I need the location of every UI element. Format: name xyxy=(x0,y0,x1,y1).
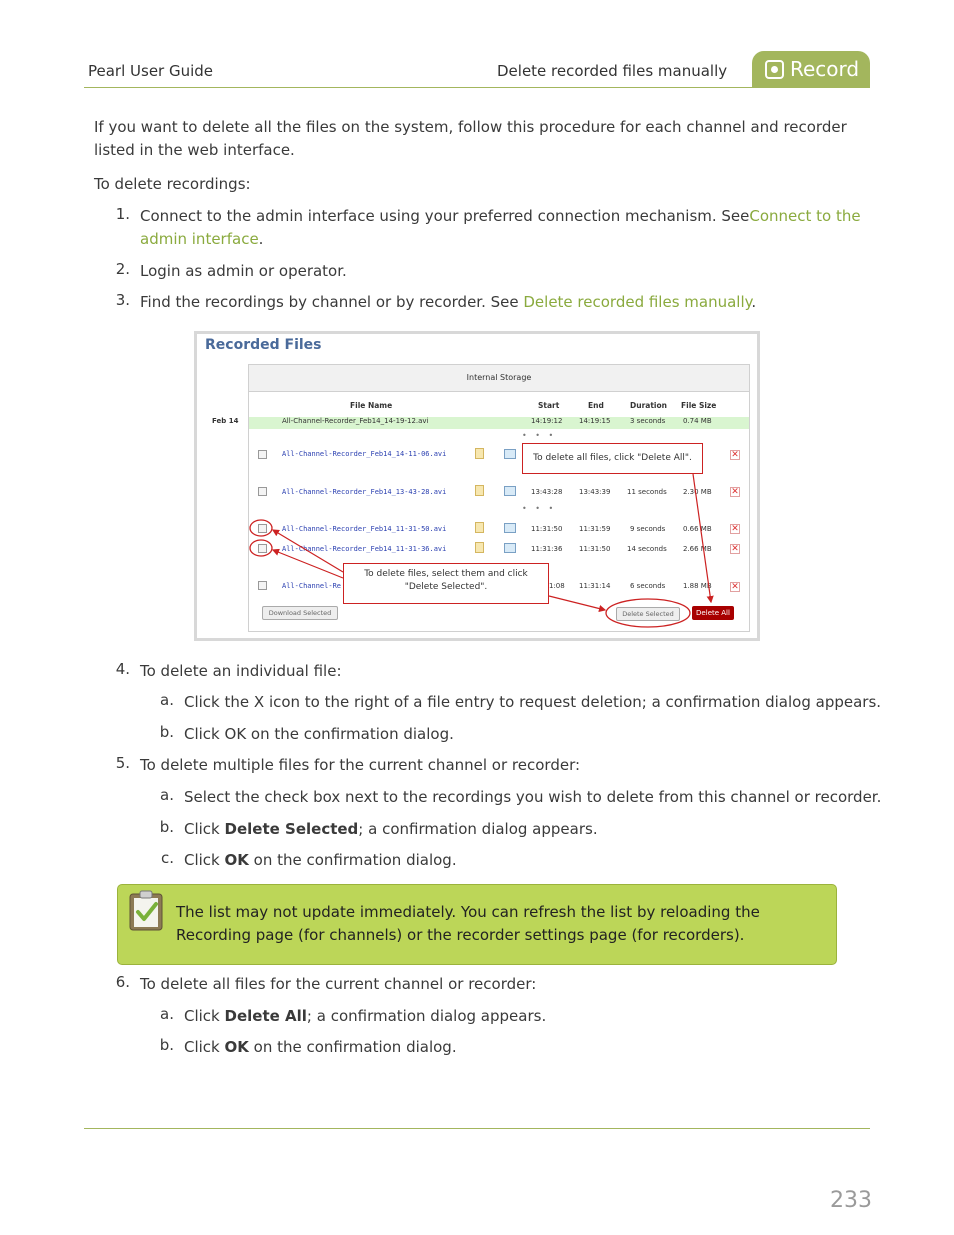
step-text: To delete all files for the current channel or recorder: xyxy=(140,975,537,993)
duration: 6 seconds xyxy=(630,582,666,590)
guide-title: Pearl User Guide xyxy=(88,62,214,80)
delete-all-button[interactable]: Delete All xyxy=(692,606,734,620)
delete-x-icon[interactable]: ✕ xyxy=(731,524,739,534)
step-5a xyxy=(154,786,881,809)
substep-letter: a. xyxy=(160,786,174,804)
step-6 xyxy=(108,973,536,996)
step-text: To delete an individual file: xyxy=(140,662,342,680)
delete-files-link[interactable]: Delete recorded files manually xyxy=(523,293,752,311)
substep-text: Click OK on the confirmation dialog. xyxy=(184,725,454,743)
step-6b xyxy=(154,1036,457,1059)
intro-paragraph: If you want to delete all the files on the system, follow this procedure for each channel and recorder listed in the web interface. xyxy=(94,118,847,159)
file-link[interactable]: All-Channel-Recorder_Feb14_11-31-36.avi xyxy=(282,545,447,553)
step-number: 6. xyxy=(115,973,130,991)
col-file-size: File Size xyxy=(681,401,717,410)
end-time: 13:43:39 xyxy=(579,488,611,496)
substep-letter: b. xyxy=(159,723,174,741)
delete-x-icon[interactable]: ✕ xyxy=(731,487,739,497)
substep-letter: a. xyxy=(160,1005,174,1023)
step-text: Connect to the admin interface using your preferred connection mechanism. See xyxy=(140,207,750,225)
step-4b xyxy=(154,723,454,746)
substep-text: Click xyxy=(184,851,225,869)
record-icon xyxy=(765,60,784,79)
delete-x-icon[interactable]: ✕ xyxy=(731,544,739,554)
connect-admin-link[interactable]: Connect to the admin interface xyxy=(140,207,861,248)
step-5c xyxy=(154,849,457,872)
file-size: 2.66 MB xyxy=(683,545,712,553)
substep-letter: c. xyxy=(160,849,174,867)
col-duration: Duration xyxy=(630,401,667,410)
file-size: 2.30 MB xyxy=(683,488,712,496)
header-rule xyxy=(84,87,870,88)
file-link[interactable]: All-Channel-Recorder_Feb14_14-11-06.avi xyxy=(282,450,447,458)
date-label: Feb 14 xyxy=(212,417,239,425)
page-number: 233 xyxy=(830,1188,872,1213)
duration: 3 seconds xyxy=(630,417,666,425)
substep-text: Select the check box next to the recordings you wish to delete from this channel or recorder. xyxy=(184,788,882,806)
delete-x-icon[interactable]: ✕ xyxy=(731,582,739,592)
delete-x-icon[interactable]: ✕ xyxy=(731,450,739,460)
step-5 xyxy=(108,754,580,777)
note-box xyxy=(117,884,837,965)
step-text: Find the recordings by channel or by recorder. See xyxy=(140,293,524,311)
footer-rule xyxy=(84,1128,870,1129)
record-tab-label: Record xyxy=(790,57,860,81)
end-time: 11:31:14 xyxy=(579,582,611,590)
step-4 xyxy=(108,660,342,683)
step-tail: . xyxy=(258,230,264,248)
ui-term: OK xyxy=(224,851,249,869)
storage-label: Internal Storage xyxy=(249,365,749,392)
file-name: All-Channel-Recorder_Feb14_14-19-12.avi xyxy=(282,417,429,425)
step-4a xyxy=(154,691,881,714)
step-number: 2. xyxy=(115,260,130,278)
substep-text: Click the X icon to the right of a file entry to request deletion; a confirmation dialog appears. xyxy=(184,693,882,711)
start-time: 11:31:36 xyxy=(531,545,563,553)
step-number: 5. xyxy=(115,754,130,772)
substep-text: Click xyxy=(184,820,225,838)
substep-text: on the confirmation dialog. xyxy=(248,1038,457,1056)
file-size: 0.74 MB xyxy=(683,417,712,425)
annotation-arrows xyxy=(197,334,757,638)
col-file-name: File Name xyxy=(350,401,393,410)
end-time: 14:19:15 xyxy=(579,417,611,425)
ui-term: OK xyxy=(224,1038,249,1056)
ui-term: Delete All xyxy=(224,1007,307,1025)
delete-selected-button[interactable]: Delete Selected xyxy=(616,607,680,621)
substep-text: ; a confirmation dialog appears. xyxy=(358,820,598,838)
start-time: 14:19:12 xyxy=(531,417,563,425)
substep-letter: b. xyxy=(159,1036,174,1054)
step-5b xyxy=(154,818,598,841)
note-text: The list may not update immediately. You can refresh the list by reloading the Recording page (for channels) or the recorder settings page (for recorders). xyxy=(176,903,760,944)
step-tail: . xyxy=(751,293,757,311)
callout-delete-all: To delete all files, click "Delete All". xyxy=(522,443,703,474)
section-title: Delete recorded files manually xyxy=(497,62,728,80)
substep-letter: b. xyxy=(159,818,174,836)
step-number: 4. xyxy=(115,660,130,678)
step-1 xyxy=(108,205,868,251)
download-selected-button[interactable]: Download Selected xyxy=(262,606,338,620)
substep-text: Click xyxy=(184,1007,225,1025)
ui-term: Delete Selected xyxy=(224,820,359,838)
step-3 xyxy=(108,291,756,314)
substep-text: on the confirmation dialog. xyxy=(248,851,457,869)
file-link[interactable]: All-Channel-Recorder_Feb14_11-31-50.avi xyxy=(282,525,447,533)
recorded-files-screenshot xyxy=(194,331,760,641)
duration: 11 seconds xyxy=(627,488,667,496)
step-text: Login as admin or operator. xyxy=(140,262,347,280)
end-time: 11:31:50 xyxy=(579,545,611,553)
substep-text: Click xyxy=(184,1038,225,1056)
recorded-files-title: Recorded Files xyxy=(205,337,322,353)
step-number: 3. xyxy=(115,291,130,309)
col-end: End xyxy=(588,401,604,410)
end-time: 11:31:59 xyxy=(579,525,611,533)
record-tab xyxy=(752,51,870,87)
file-link[interactable]: All-Channel-Recorder_Feb14_13-43-28.avi xyxy=(282,488,447,496)
file-size: 1.88 MB xyxy=(683,582,712,590)
callout-delete-selected: To delete files, select them and click "Delete Selected". xyxy=(343,563,549,604)
duration: 14 seconds xyxy=(627,545,667,553)
ellipsis: • • • xyxy=(522,431,557,440)
col-start: Start xyxy=(538,401,560,410)
substep-text: ; a confirmation dialog appears. xyxy=(306,1007,547,1025)
step-2 xyxy=(108,260,347,283)
step-number: 1. xyxy=(115,205,130,223)
duration: 9 seconds xyxy=(630,525,666,533)
start-time: 13:43:28 xyxy=(531,488,563,496)
file-link[interactable]: All-Channel-Re xyxy=(282,582,342,590)
step-6a xyxy=(154,1005,546,1028)
intro-lead: To delete recordings: xyxy=(94,175,251,193)
start-time: 1:08 xyxy=(549,582,565,590)
clipboard-check-icon xyxy=(129,890,163,931)
ellipsis: • • • xyxy=(522,504,557,513)
step-text: To delete multiple files for the current channel or recorder: xyxy=(140,756,581,774)
substep-letter: a. xyxy=(160,691,174,709)
file-size: 0.66 MB xyxy=(683,525,712,533)
start-time: 11:31:50 xyxy=(531,525,563,533)
